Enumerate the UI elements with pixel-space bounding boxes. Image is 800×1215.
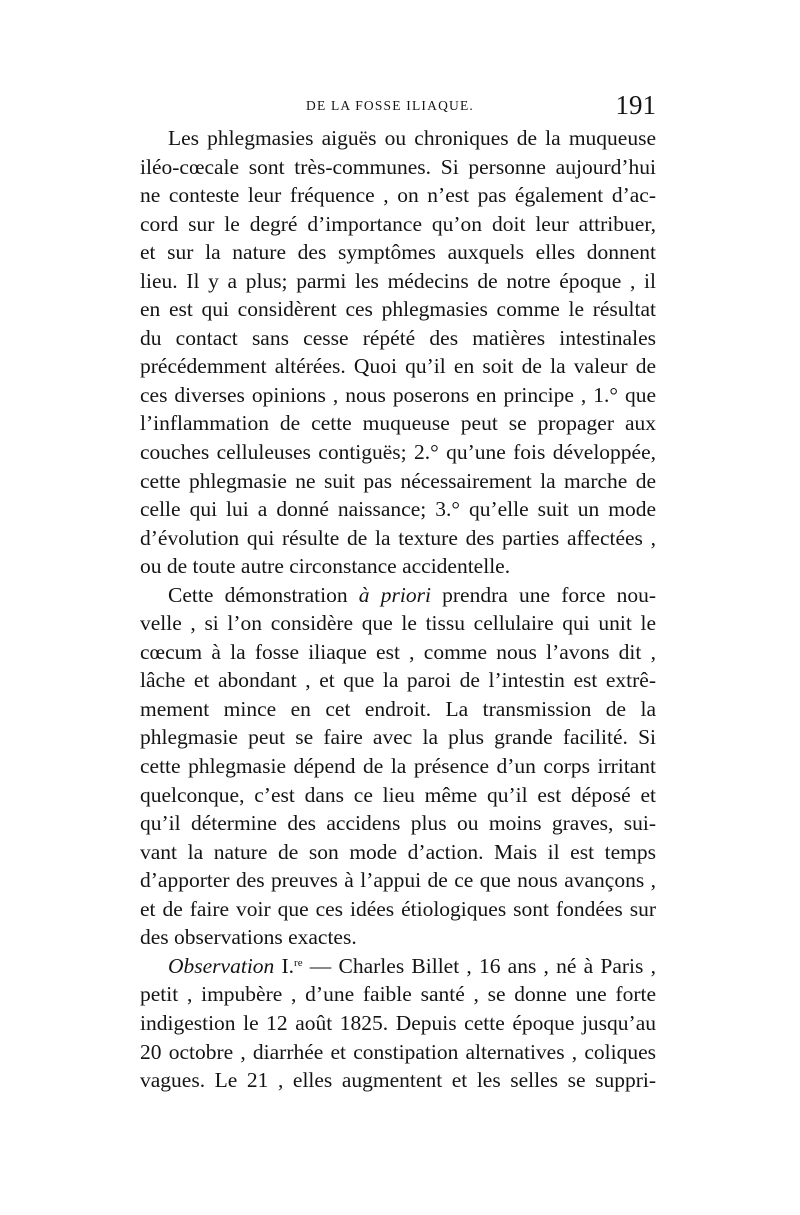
text-line	[140, 581, 656, 610]
line-rest: — Charles Billet , 16 ans , né à Paris ,	[302, 953, 656, 978]
text-line: en est qui considèrent ces phlegmasies comme le résultat	[140, 297, 656, 322]
text-line: lieu. Il y a plus; parmi les médecins de notre époque , il	[140, 268, 656, 293]
text-line: quelconque, c’est dans ce lieu même qu’il est déposé et	[140, 782, 656, 807]
text-line: indigestion le 12 août 1825. Depuis cette époque jusqu’au	[140, 1010, 656, 1035]
text-line: celle qui lui a donné naissance; 3.° qu’elle suit un mode	[140, 497, 656, 522]
text-line: qu’il détermine des accidens plus ou moins graves, sui-	[140, 811, 656, 836]
text-line: d’apporter des preuves à l’appui de ce que nous avançons ,	[140, 868, 656, 893]
text-line: velle , si l’on considère que le tissu cellulaire qui unit le	[140, 611, 656, 636]
text-line: cette phlegmasie ne suit pas nécessairement la marche de	[140, 468, 656, 493]
paragraph-2	[140, 581, 656, 952]
italic-phrase: à priori	[358, 582, 431, 607]
text-line: cord sur le degré d’importance qu’on doit leur attribuer,	[140, 211, 656, 236]
text-line: et sur la nature des symptômes auxquels elles donnent	[140, 240, 656, 265]
page-number: 191	[615, 90, 656, 120]
text-line: mement mince en cet endroit. La transmission de la	[140, 696, 656, 721]
text-line: 20 octobre , diarrhée et constipation alternatives , coliques	[140, 1039, 656, 1064]
text-line: vagues. Le 21 , elles augmentent et les selles se suppri-	[140, 1068, 656, 1093]
text-line: ces diverses opinions , nous poserons en principe , 1.° que	[140, 382, 656, 407]
text-line: cette phlegmasie dépend de la présence d’un corps irritant	[140, 754, 656, 779]
text-line: petit , impubère , d’une faible santé , se donne une forte	[140, 982, 656, 1007]
text-line: lâche et abondant , et que la paroi de l’intestin est extrê-	[140, 668, 656, 693]
text-line: phlegmasie peut se faire avec la plus grande facilité. Si	[140, 725, 656, 750]
observation-ordinal: re	[294, 956, 303, 969]
line-start: Cette démonstration	[168, 582, 359, 607]
text-line: des observations exactes.	[140, 925, 357, 950]
text-line: iléo-cœcale sont très-communes. Si personne aujourd’hui	[140, 154, 656, 179]
text-line: cœcum à la fosse iliaque est , comme nous l’avons dit ,	[140, 639, 656, 664]
observation-label: Observation	[168, 953, 275, 978]
text-line	[140, 952, 656, 981]
text-line: Les phlegmasies aiguës ou chroniques de la muqueuse	[168, 126, 656, 150]
text-line: ou de toute autre circonstance accidentelle.	[140, 554, 511, 579]
text-line: du contact sans cesse répété des matières intestinales	[140, 325, 656, 350]
running-title: DE LA FOSSE ILIAQUE.	[306, 98, 474, 113]
line-rest: prendra une force nou-	[430, 582, 656, 607]
text-line: précédemment altérées. Quoi qu’il en soit de la valeur de	[140, 354, 656, 379]
paragraph-3	[140, 952, 656, 1095]
text-line: et de faire voir que ces idées étiologiques sont fondées sur	[140, 896, 656, 921]
text-line: l’inflammation de cette muqueuse peut se propager aux	[140, 411, 656, 436]
observation-number: I.	[274, 953, 295, 978]
text-line: vant la nature de son mode d’action. Mais il est temps	[140, 839, 656, 864]
text-line: couches celluleuses contiguës; 2.° qu’une fois développée,	[140, 440, 656, 465]
text-line: ne conteste leur fréquence , on n’est pas également d’ac-	[140, 183, 656, 208]
text-line: d’évolution qui résulte de la texture des parties affectées ,	[140, 525, 656, 550]
body-text	[140, 124, 656, 1095]
paragraph-1	[140, 124, 656, 581]
